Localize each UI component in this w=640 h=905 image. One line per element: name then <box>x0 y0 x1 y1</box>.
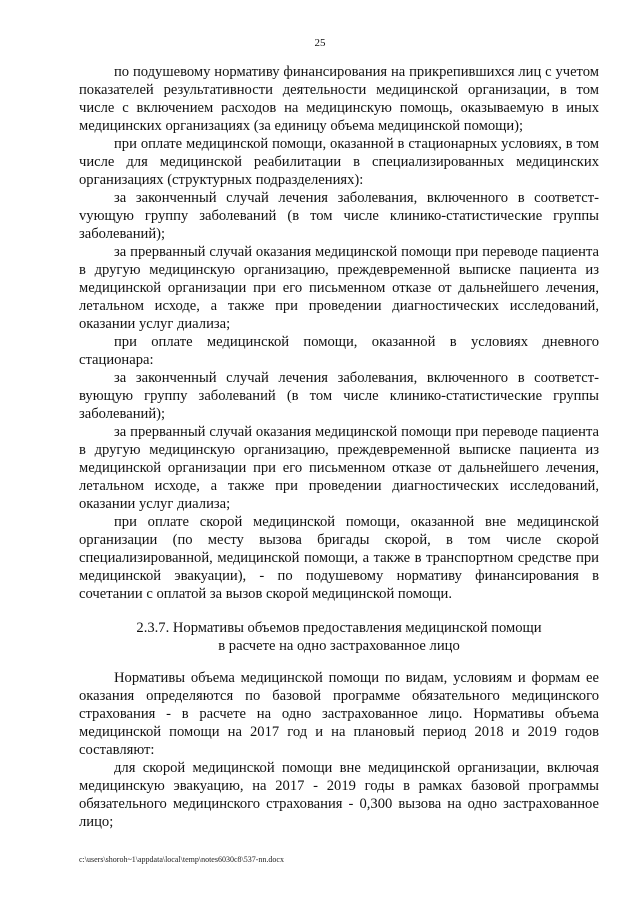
footer-file-path: c:\users\shoroh~1\appdata\local\temp\notes6030c8\537-nn.docx <box>79 855 284 864</box>
paragraph: за законченный случай лечения заболевания, включенного в соответствующую группу заболеваний (в том числе клинико-статистические группы заболеваний); <box>79 370 599 422</box>
paragraph: при оплате медицинской помощи, оказанной в условиях дневного стационара: <box>79 334 599 368</box>
paragraph: при оплате медицинской помощи, оказанной в стационарных условиях, в том числе для медицинской реабилитации в специализированных медицинских организациях (структурных подразделениях): <box>79 136 599 188</box>
section-heading-line-2: в расчете на одно застрахованное лицо <box>218 638 460 654</box>
paragraph: по подушевому нормативу финансирования на прикрепившихся лиц с учетом показателей результативности деятельности медицинской организации, в том числе с включением расходов на медицинскую помощь, оказываемую в иных медицинских организациях (за единицу объема медицинской помощи); <box>79 64 599 134</box>
document-body <box>79 63 599 831</box>
section-heading <box>79 619 599 655</box>
paragraph: за прерванный случай оказания медицинской помощи при переводе пациента в другую медицинскую организацию, преждевременной выписке пациента из медицинской организации при его письменном отказе от дальнейшего лечения, летальном исходе, а также при проведении диагностических исследований, оказании услуг диализа; <box>79 424 599 512</box>
paragraph: за прерванный случай оказания медицинской помощи при переводе пациента в другую медицинскую организацию, преждевременной выписке пациента из медицинской организации при его письменном отказе от дальнейшего лечения, летальном исходе, а также при проведении диагностических исследований, оказании услуг диализа; <box>79 244 599 332</box>
paragraph: при оплате скорой медицинской помощи, оказанной вне медицинской организации (по месту вызова бригады скорой, в том числе скорой специализированной, медицинской помощи, а также в транспортном средстве при медицинской эвакуации), - по подушевому нормативу финансирования в сочетании с оплатой за вызов скорой медицинской помощи. <box>79 514 599 602</box>
section-heading-line-1: 2.3.7. Нормативы объемов предоставления медицинской помощи <box>136 620 542 636</box>
page-number: 25 <box>314 37 326 49</box>
paragraph: за законченный случай лечения заболевания, включенного в соответстvующую группу заболеваний (в том числе клинико-статистические группы заболеваний); <box>79 190 599 242</box>
paragraph: Нормативы объема медицинской помощи по видам, условиям и формам ее оказания определяются по базовой программе обязательного медицинского страхования - в расчете на одно застрахованное лицо. Нормативы объема медицинской помощи на 2017 год и на плановый период 2018 и 2019 годов составляют: <box>79 670 599 758</box>
paragraph: для скорой медицинской помощи вне медицинской организации, включая медицинскую эвакуацию, на 2017 - 2019 годы в рамках базовой программы обязательного медицинского страхования - 0,300 вызова на одно застрахованное лицо; <box>79 760 599 830</box>
